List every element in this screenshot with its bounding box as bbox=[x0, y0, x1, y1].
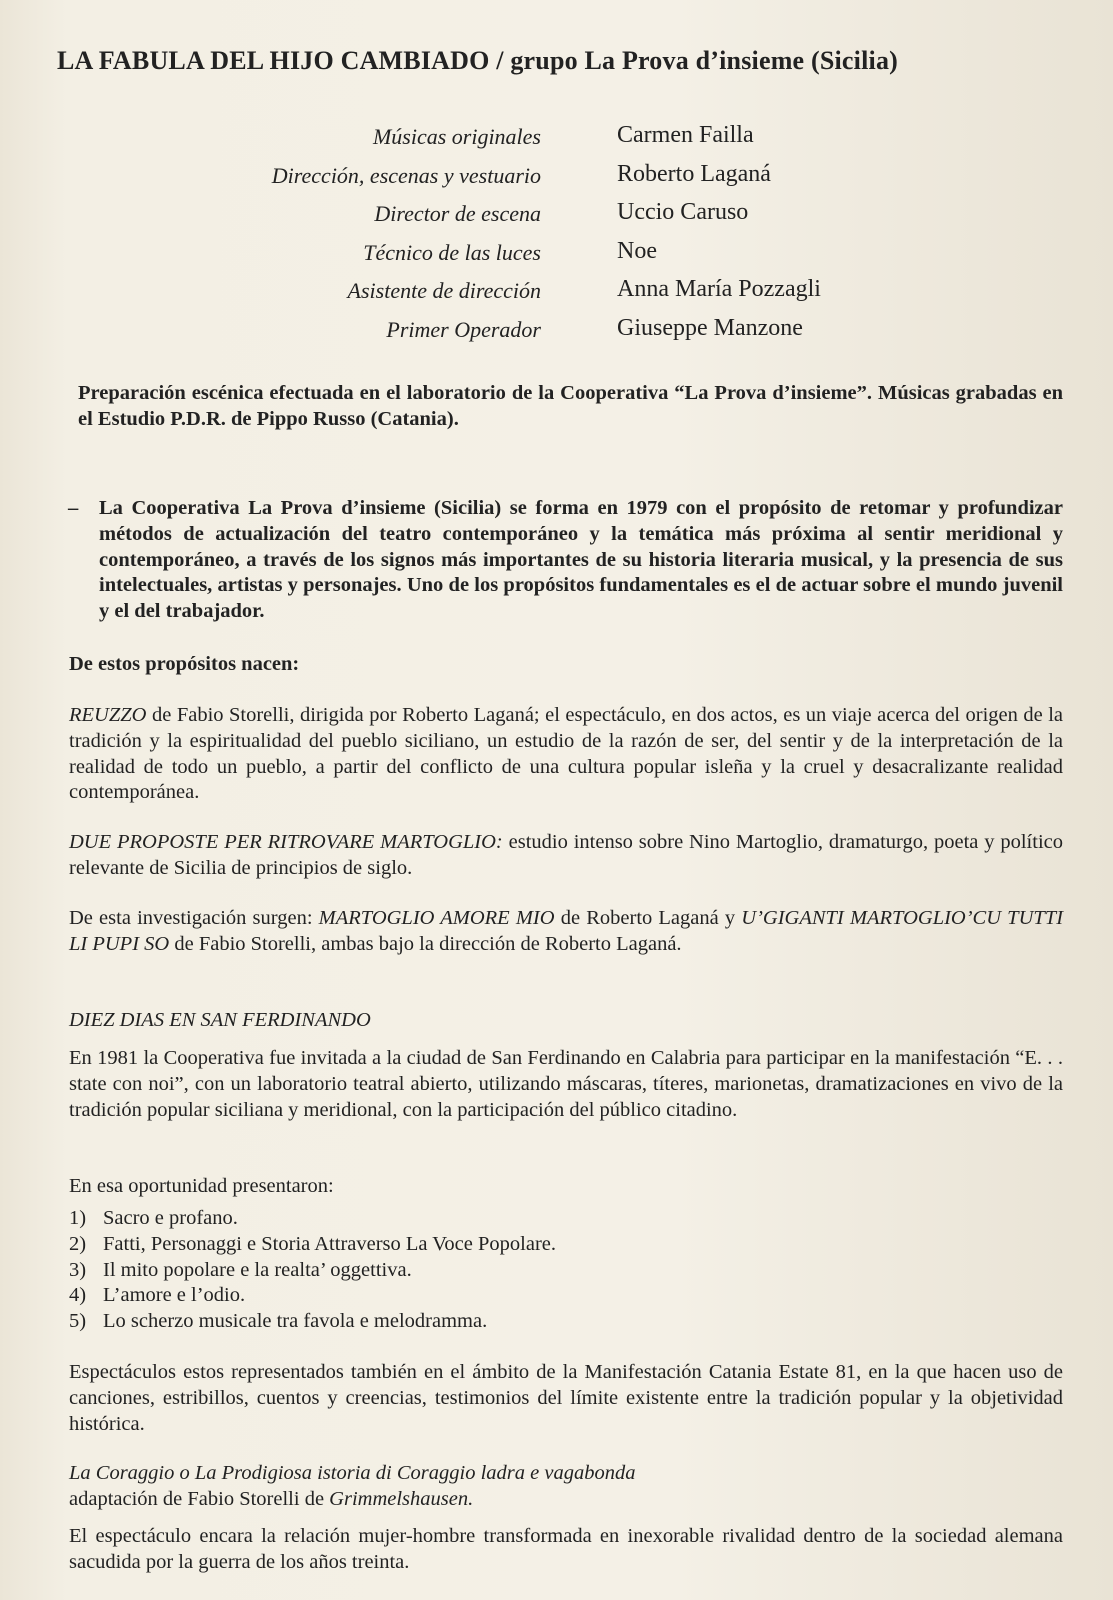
list-number: 3) bbox=[69, 1258, 87, 1281]
reuzzo-paragraph bbox=[69, 703, 1063, 806]
reuzzo-text: de Fabio Storelli, dirigida por Roberto Laganá; el espectáculo, en dos actos, es un viaje acerca del origen de la tradición y la espiritualidad del pueblo siciliano, un estudio de la razón de ser, del sentir y de la interpretación de la realidad de todo un pueblo, a partir del conflicto de una cultura popular isleña y la cruel y desacralizante realidad contemporánea. bbox=[69, 704, 1063, 804]
credit-role: Primer Operador bbox=[386, 316, 541, 342]
credit-row bbox=[0, 124, 1113, 163]
credit-role: Técnico de las luces bbox=[363, 239, 541, 265]
list-text: Il mito popolare e la realta’ oggettiva. bbox=[103, 1258, 412, 1281]
credit-role: Músicas originales bbox=[372, 124, 541, 149]
list-number: 4) bbox=[69, 1284, 87, 1307]
list-text: Lo scherzo musicale tra favola e melodramma. bbox=[103, 1310, 488, 1333]
reuzzo-title: REUZZO bbox=[69, 704, 147, 726]
purposes-heading: De estos propósitos nacen: bbox=[69, 653, 300, 675]
credit-name: Uccio Caruso bbox=[617, 199, 749, 225]
investigation-title-2: U’GIGANTI MARTOGLIO’CU TUTTI LI PUPI SO bbox=[69, 907, 1064, 955]
list-text: L’amore e l’odio. bbox=[103, 1284, 246, 1307]
credit-row bbox=[0, 278, 1113, 317]
list-number: 1) bbox=[69, 1207, 87, 1229]
list-number: 2) bbox=[69, 1232, 87, 1255]
credits-list bbox=[0, 124, 1113, 355]
investigation-mid: de Roberto Laganá y bbox=[554, 907, 742, 929]
investigation-paragraph bbox=[69, 906, 1063, 958]
list-item bbox=[69, 1283, 1063, 1309]
list-number: 5) bbox=[69, 1310, 87, 1333]
credit-row bbox=[0, 314, 1113, 356]
list-text: Fatti, Personaggi e Storia Attraverso La Voce Popolare. bbox=[103, 1232, 557, 1255]
credit-name: Roberto Laganá bbox=[617, 160, 771, 187]
coraggio-adaptation-author: Grimmelshausen. bbox=[329, 1488, 474, 1510]
credit-role: Dirección, escenas y vestuario bbox=[271, 162, 541, 188]
diez-dias-heading: DIEZ DIAS EN SAN FERDINANDO bbox=[69, 1009, 371, 1031]
presented-heading: En esa oportunidad presentaron: bbox=[69, 1175, 334, 1197]
diez-dias-paragraph: En 1981 la Cooperativa fue invitada a la ciudad de San Ferdinando en Calabria para participar en la manifestación “E. . . state con noi”, con un laboratorio teatral abierto, utilizando máscaras, títeres, marionetas, dramatizaciones en vivo de la tradición popular siciliana y meridional, con la participación del público citadino. bbox=[69, 1047, 1063, 1121]
preparation-paragraph: Preparación escénica efectuada en el laboratorio de la Cooperativa “La Prova d’insieme”. Músicas grabadas en el Estudio P.D.R. de Pippo Russo (Catania). bbox=[78, 382, 1063, 430]
shows-paragraph: Espectáculos estos representados también en el ámbito de la Manifestación Catania Estate 81, en la que hacen uso de canciones, estribillos, cuentos y creencias, testimonios del límite existente entre la tradición popular y la objetividad histórica. bbox=[69, 1361, 1063, 1435]
investigation-tail: de Fabio Storelli, ambas bajo la dirección de Roberto Laganá. bbox=[169, 932, 682, 955]
credit-name: Noe bbox=[617, 237, 657, 264]
coraggio-adaptation-lead: adaptación de Fabio Storelli de bbox=[69, 1488, 330, 1510]
presented-list bbox=[69, 1206, 1063, 1335]
credit-row bbox=[0, 237, 1113, 279]
due-proposte-title: DUE PROPOSTE PER RITROVARE MARTOGLIO: bbox=[69, 831, 503, 853]
credit-row bbox=[0, 160, 1113, 202]
list-item bbox=[69, 1258, 1063, 1284]
list-item bbox=[69, 1232, 1063, 1258]
investigation-title-1: MARTOGLIO AMORE MIO bbox=[318, 907, 555, 929]
credit-name: Anna María Pozzagli bbox=[617, 276, 821, 302]
coraggio-adaptation bbox=[69, 1487, 1063, 1513]
coraggio-paragraph: El espectáculo encara la relación mujer-hombre transformada en inexorable rivalidad dentro de la sociedad alemana sacudida por la guerra de los años treinta. bbox=[69, 1525, 1063, 1573]
investigation-lead: De esta investigación surgen: bbox=[69, 907, 319, 929]
due-proposte-text: estudio intenso sobre Nino Martoglio, dramaturgo, poeta y político relevante de Sicilia de principios de siglo. bbox=[69, 831, 1063, 879]
credit-role: Director de escena bbox=[374, 201, 541, 226]
cooperative-intro-paragraph: La Cooperativa La Prova d’insieme (Sicilia) se forma en 1979 con el propósito de retomar y profundizar métodos de actualización del teatro contemporáneo y la temática más próxima al sentir meridional y contemporáneo, a través de los signos más importantes de su historia literaria musical, y la presencia de sus intelectuales, artistas y personajes. Uno de los propósitos fundamentales es el de actuar sobre el mundo juvenil y el del trabajador. bbox=[99, 497, 1063, 623]
credit-row bbox=[0, 201, 1113, 240]
credit-role: Asistente de dirección bbox=[347, 278, 541, 303]
list-item bbox=[69, 1309, 1063, 1335]
credit-name: Carmen Failla bbox=[617, 122, 754, 148]
credit-name: Giuseppe Manzone bbox=[617, 314, 803, 341]
list-text: Sacro e profano. bbox=[103, 1207, 238, 1229]
coraggio-title: La Coraggio o La Prodigiosa istoria di Coraggio ladra e vagabonda bbox=[69, 1462, 636, 1484]
due-proposte-paragraph bbox=[69, 830, 1063, 882]
dash-bullet: – bbox=[68, 497, 79, 519]
list-item bbox=[69, 1206, 1063, 1232]
document-title: LA FABULA DEL HIJO CAMBIADO / grupo La Prova d’insieme (Sicilia) bbox=[57, 46, 899, 75]
